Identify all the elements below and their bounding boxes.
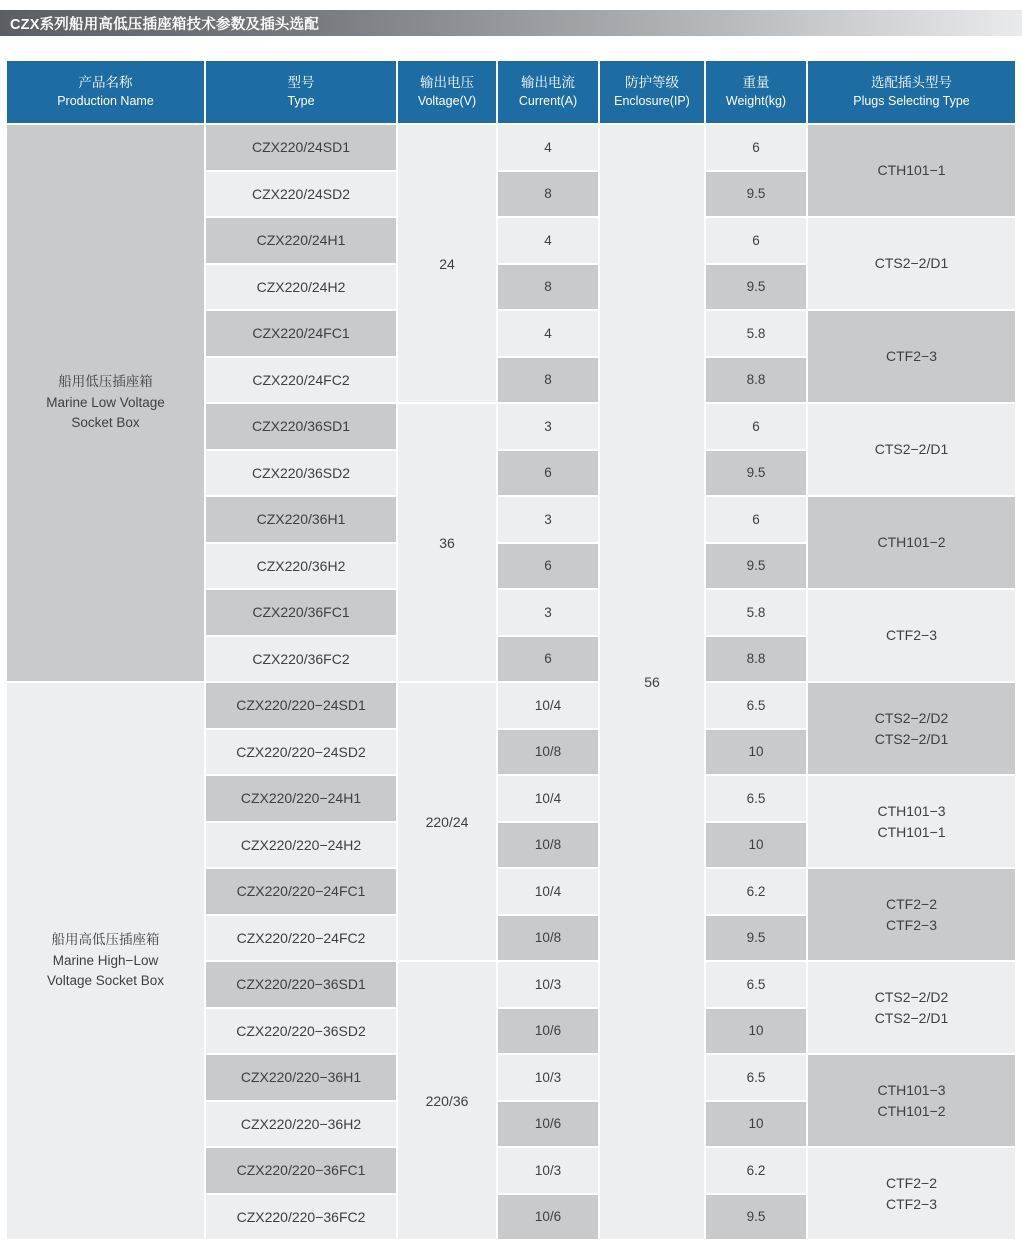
product-name-en-line2: Voltage Socket Box [46, 973, 165, 989]
table-header [7, 61, 1015, 123]
column-header-plugs [808, 61, 1015, 123]
cell-type: CZX220/24SD2 [206, 172, 396, 217]
header-en: Enclosure(IP) [614, 93, 690, 108]
product-name-en-line2: Socket Box [71, 415, 140, 431]
header-cn: 输出电压 [420, 75, 474, 91]
cell-weight: 6.5 [706, 776, 806, 821]
plug-line1: CTH101−1 [877, 162, 946, 178]
cell-type: CZX220/220−36SD1 [206, 962, 396, 1007]
product-name-en-line1: Marine Low Voltage [46, 394, 165, 410]
header-en: Voltage(V) [417, 93, 477, 108]
cell-weight: 10 [706, 823, 806, 868]
cell-enclosure: 56 [600, 125, 704, 1239]
cell-current: 6 [498, 451, 598, 496]
product-name-cn: 船用高低压插座箱 [51, 931, 160, 947]
page-title: CZX系列船用高低压插座箱技术参数及插头选配 [10, 16, 319, 33]
plug-line1: CTF2−2 [886, 1174, 937, 1191]
table-row [7, 683, 1015, 728]
cell-current: 3 [498, 404, 598, 449]
cell-plug [808, 962, 1015, 1053]
plug-line1: CTS2−2/D1 [874, 441, 949, 457]
spec-table [5, 59, 1017, 1241]
header-en: Plugs Selecting Type [853, 93, 970, 108]
cell-current: 10/8 [498, 916, 598, 961]
cell-weight: 9.5 [706, 451, 806, 496]
header-en: Weight(kg) [725, 93, 787, 108]
cell-current: 10/8 [498, 730, 598, 775]
cell-current: 10/3 [498, 962, 598, 1007]
cell-voltage: 220/36 [398, 962, 496, 1239]
column-header-type [206, 61, 396, 123]
cell-weight: 6.5 [706, 962, 806, 1007]
spec-table-container [5, 59, 1017, 1225]
cell-weight: 6.5 [706, 683, 806, 728]
cell-type: CZX220/24SD1 [206, 125, 396, 170]
header-cn: 选配插头型号 [871, 75, 952, 91]
plug-line1: CTH101−3 [877, 802, 946, 819]
cell-weight: 6 [706, 125, 806, 170]
table-row [7, 125, 1015, 170]
cell-plug [808, 683, 1015, 774]
cell-type: CZX220/220−24H2 [206, 823, 396, 868]
plug-line1: CTF2−2 [886, 895, 937, 912]
cell-weight: 10 [706, 1102, 806, 1147]
cell-type: CZX220/24H1 [206, 218, 396, 263]
cell-plug [808, 311, 1015, 402]
plug-line1: CTH101−2 [877, 534, 946, 550]
cell-type: CZX220/220−36H1 [206, 1055, 396, 1100]
cell-current: 6 [498, 544, 598, 589]
cell-weight: 6 [706, 218, 806, 263]
cell-type: CZX220/220−24H1 [206, 776, 396, 821]
plug-line1: CTS2−2/D2 [874, 988, 949, 1005]
cell-current: 4 [498, 125, 598, 170]
cell-current: 10/4 [498, 776, 598, 821]
cell-voltage: 220/24 [398, 683, 496, 960]
cell-type: CZX220/36H2 [206, 544, 396, 589]
cell-type: CZX220/36SD1 [206, 404, 396, 449]
cell-plug [808, 869, 1015, 960]
cell-type: CZX220/36FC1 [206, 590, 396, 635]
cell-weight: 9.5 [706, 916, 806, 961]
plug-line2: CTS2−2/D1 [874, 730, 949, 747]
cell-weight: 6.5 [706, 1055, 806, 1100]
cell-type: CZX220/220−36FC1 [206, 1148, 396, 1193]
column-header-voltage [398, 61, 496, 123]
cell-type: CZX220/220−24SD2 [206, 730, 396, 775]
cell-current: 10/6 [498, 1102, 598, 1147]
cell-current: 10/4 [498, 683, 598, 728]
cell-current: 10/3 [498, 1148, 598, 1193]
cell-weight: 6.2 [706, 1148, 806, 1193]
cell-type: CZX220/220−24FC1 [206, 869, 396, 914]
cell-weight: 10 [706, 1009, 806, 1054]
cell-current: 10/6 [498, 1195, 598, 1240]
cell-current: 10/4 [498, 869, 598, 914]
cell-current: 4 [498, 311, 598, 356]
cell-type: CZX220/36FC2 [206, 637, 396, 682]
plug-line1: CTS2−2/D1 [874, 255, 949, 271]
plug-line2: CTH101−1 [877, 823, 946, 840]
cell-plug [808, 125, 1015, 216]
cell-current: 8 [498, 265, 598, 310]
header-en: Production Name [57, 93, 154, 108]
cell-current: 3 [498, 590, 598, 635]
cell-weight: 5.8 [706, 311, 806, 356]
cell-current: 4 [498, 218, 598, 263]
cell-type: CZX220/220−36SD2 [206, 1009, 396, 1054]
header-en: Type [287, 93, 315, 108]
cell-weight: 10 [706, 730, 806, 775]
cell-current: 6 [498, 637, 598, 682]
header-cn: 输出电流 [521, 75, 575, 91]
header-cn: 重量 [742, 75, 770, 91]
cell-plug [808, 404, 1015, 495]
product-group-high-low-voltage [7, 683, 204, 1239]
cell-weight: 6 [706, 404, 806, 449]
cell-current: 8 [498, 172, 598, 217]
cell-weight: 6.2 [706, 869, 806, 914]
cell-type: CZX220/220−24SD1 [206, 683, 396, 728]
cell-weight: 5.8 [706, 590, 806, 635]
plug-line1: CTS2−2/D2 [874, 709, 949, 726]
cell-weight: 9.5 [706, 544, 806, 589]
cell-type: CZX220/220−36H2 [206, 1102, 396, 1147]
cell-voltage: 36 [398, 404, 496, 681]
column-header-weight [706, 61, 806, 123]
table-body [7, 125, 1015, 1239]
product-name-en-line1: Marine High−Low [52, 952, 159, 968]
plug-line1: CTF2−3 [886, 348, 937, 364]
cell-current: 10/3 [498, 1055, 598, 1100]
cell-type: CZX220/24FC1 [206, 311, 396, 356]
header-en: Current(A) [518, 93, 578, 108]
cell-current: 8 [498, 358, 598, 403]
cell-current: 3 [498, 497, 598, 542]
document-title-bar [0, 10, 1022, 36]
product-group-low-voltage [7, 125, 204, 681]
cell-type: CZX220/220−36FC2 [206, 1195, 396, 1240]
plug-line1: CTF2−3 [886, 627, 937, 643]
cell-weight: 6 [706, 497, 806, 542]
plug-line2: CTS2−2/D1 [874, 1009, 949, 1026]
table-header-row [7, 61, 1015, 123]
cell-type: CZX220/36SD2 [206, 451, 396, 496]
cell-weight: 8.8 [706, 637, 806, 682]
cell-weight: 9.5 [706, 1195, 806, 1240]
cell-plug [808, 776, 1015, 867]
cell-type: CZX220/24H2 [206, 265, 396, 310]
cell-plug [808, 1148, 1015, 1239]
cell-plug [808, 1055, 1015, 1146]
cell-current: 10/6 [498, 1009, 598, 1054]
plug-line2: CTF2−3 [886, 1195, 937, 1212]
header-cn: 产品名称 [78, 75, 133, 91]
cell-type: CZX220/220−24FC2 [206, 916, 396, 961]
column-header-current [498, 61, 598, 123]
product-name-cn: 船用低压插座箱 [58, 373, 153, 389]
cell-current: 10/8 [498, 823, 598, 868]
column-header-enclosure [600, 61, 704, 123]
cell-plug [808, 218, 1015, 309]
cell-weight: 8.8 [706, 358, 806, 403]
cell-type: CZX220/24FC2 [206, 358, 396, 403]
cell-plug [808, 590, 1015, 681]
cell-plug [808, 497, 1015, 588]
plug-line2: CTH101−2 [877, 1102, 946, 1119]
plug-line2: CTF2−3 [886, 916, 937, 933]
plug-line1: CTH101−3 [877, 1081, 946, 1098]
header-cn: 防护等级 [625, 75, 679, 91]
cell-voltage: 24 [398, 125, 496, 402]
cell-type: CZX220/36H1 [206, 497, 396, 542]
cell-weight: 9.5 [706, 172, 806, 217]
column-header-production-name [7, 61, 204, 123]
cell-weight: 9.5 [706, 265, 806, 310]
header-cn: 型号 [287, 75, 315, 91]
